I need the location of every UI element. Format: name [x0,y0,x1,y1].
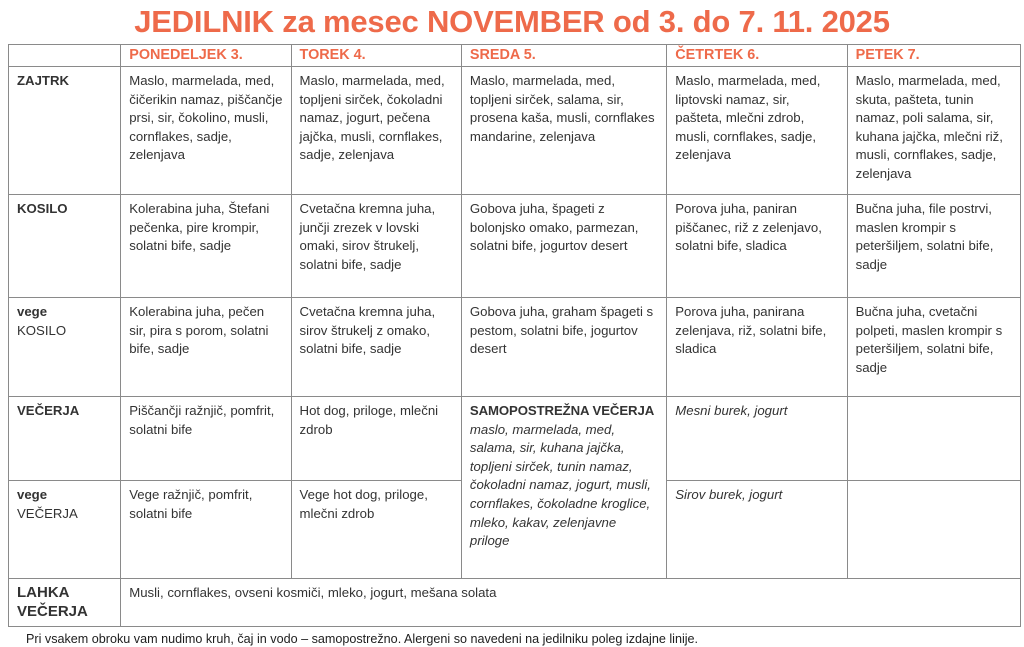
day-header-tuesday [291,45,461,67]
meal-cell-vege-lunch-thursday [667,298,847,397]
meal-cell-lunch-friday [847,195,1020,298]
meal-text: Maslo, marmelada, med, skuta, pašteta, tunin namaz, poli salama, sir, kuhana jajčka, mlečni riž, musli, cornflakes, sadje, zelenjava [855,73,1003,181]
row-label-supper [9,397,121,481]
row-label-light-supper [9,579,121,627]
meal-cell-vege-lunch-monday [121,298,291,397]
table-header-row [9,45,1021,67]
corner-header-cell [9,45,121,67]
table-row-supper [9,397,1021,481]
row-label-text: KOSILO [17,322,67,338]
day-header-wednesday [461,45,666,67]
row-label-text: VEČERJA [17,505,78,521]
weekly-menu-table [8,44,1021,627]
self-service-supper-heading: SAMOPOSTREŽNA VEČERJA [469,403,655,418]
meal-text: Cvetačna kremna juha, junčji zrezek v lovski omaki, sirov štrukelj, solatni bife, sadje [299,201,436,272]
meal-cell-vege-supper-tuesday [291,481,461,579]
meal-cell-light-supper-all-days [121,579,1021,627]
meal-text: Gobova juha, špageti z bolonjsko omako, parmezan, solatni bife, jogurtov desert [469,201,639,254]
table-row-vege-lunch [9,298,1021,397]
table-row-breakfast [9,67,1021,195]
meal-cell-vege-supper-friday [847,481,1020,579]
row-label-text: VEČERJA [17,403,80,418]
page-title: JEDILNIK za mesec NOVEMBER od 3. do 7. 11. 2025 [134,4,890,39]
day-header-monday [121,45,291,67]
day-header-label: PETEK 7. [855,47,920,63]
table-row-lunch [9,195,1021,298]
meal-text: Sirov burek, jogurt [675,487,783,502]
meal-text: Maslo, marmelada, med, čičerikin namaz, piščančje prsi, sir, čokolino, musli, cornflakes, sadje, zelenjava [129,73,283,163]
meal-cell-lunch-tuesday [291,195,461,298]
day-header-friday [847,45,1020,67]
meal-cell-breakfast-monday [121,67,291,195]
meal-cell-supper-thursday [667,397,847,481]
row-label-vege-lunch [9,298,121,397]
meal-cell-self-service-supper-wednesday [461,397,666,579]
meal-cell-vege-supper-monday [121,481,291,579]
meal-cell-supper-tuesday [291,397,461,481]
meal-text: Kolerabina juha, pečen sir, pira s porom, solatni bife, sadje [129,304,269,357]
row-label-lunch [9,195,121,298]
meal-text: Porova juha, paniran piščanec, riž z zelenjavo, solatni bife, sladica [675,201,822,254]
meal-cell-lunch-wednesday [461,195,666,298]
meal-text: Maslo, marmelada, med, liptovski namaz, sir, pašteta, mlečni zdrob, musli, cornflakes, sadje, zelenjava [675,73,821,163]
day-header-thursday [667,45,847,67]
row-label-line2: VEČERJA [17,602,88,620]
meal-text: Hot dog, priloge, mlečni zdrob [299,403,439,437]
meal-text: Cvetačna kremna juha, sirov štrukelj z omako, solatni bife, sadje [299,304,436,357]
row-label-text: ZAJTRK [17,73,70,88]
meal-text: Piščančji ražnjič, pomfrit, solatni bife [129,403,275,437]
day-header-label: TOREK 4. [299,47,366,63]
meal-text: Musli, cornflakes, ovseni kosmiči, mleko, jogurt, mešana solata [129,585,497,600]
meal-text: Kolerabina juha, Štefani pečenka, pire krompir, solatni bife, sadje [129,201,270,254]
meal-text: Maslo, marmelada, med, topljeni sirček, čokoladni namaz, jogurt, pečena jajčka, musli, cornflakes, sadje, zelenjava [299,73,445,163]
row-label-prefix: vege [17,304,48,319]
meal-text: Bučna juha, cvetačni polpeti, maslen krompir s peteršiljem, solatni bife, sadje [855,304,1003,375]
meal-cell-breakfast-thursday [667,67,847,195]
day-header-label: PONEDELJEK 3. [129,47,243,63]
day-header-label: SREDA 5. [469,47,536,63]
meal-cell-breakfast-tuesday [291,67,461,195]
footer-note: Pri vsakem obroku vam nudimo kruh, čaj in vodo – samopostrežno. Alergeni so navedeni na jedilniku poleg izdajne linije. [26,632,699,647]
meal-cell-lunch-monday [121,195,291,298]
meal-cell-breakfast-wednesday [461,67,666,195]
meal-cell-supper-friday [847,397,1020,481]
row-label-line1: LAHKA [17,584,70,601]
table-row-light-supper [9,579,1021,627]
row-label-text: KOSILO [17,201,68,216]
meal-cell-lunch-thursday [667,195,847,298]
meal-text: Maslo, marmelada, med, topljeni sirček, salama, sir, prosena kaša, musli, cornflakes mandarine, zelenjava [469,73,655,144]
meal-cell-vege-lunch-friday [847,298,1020,397]
row-label-prefix: vege [17,487,48,502]
meal-text: Mesni burek, jogurt [675,403,788,418]
meal-text: Vege hot dog, priloge, mlečni zdrob [299,487,428,521]
meal-text: Gobova juha, graham špageti s pestom, solatni bife, jogurtov desert [469,304,654,357]
meal-cell-supper-monday [121,397,291,481]
meal-cell-vege-lunch-tuesday [291,298,461,397]
meal-text: Porova juha, panirana zelenjava, riž, solatni bife, sladica [675,304,827,357]
meal-text: Bučna juha, file postrvi, maslen krompir s peteršiljem, solatni bife, sadje [855,201,994,272]
meal-cell-breakfast-friday [847,67,1020,195]
row-label-vege-supper [9,481,121,579]
meal-cell-vege-supper-thursday [667,481,847,579]
self-service-supper-items: maslo, marmelada, med, salama, sir, kuhana jajčka, topljeni sirček, tunin namaz, čokoladni namaz, jogurt, musli, cornflakes, čokoladne kroglice, mleko, kakav, zelenjavne priloge [469,421,651,549]
row-label-breakfast [9,67,121,195]
meal-text: Vege ražnjič, pomfrit, solatni bife [129,487,253,521]
day-header-label: ČETRTEK 6. [675,47,760,63]
meal-cell-vege-lunch-wednesday [461,298,666,397]
